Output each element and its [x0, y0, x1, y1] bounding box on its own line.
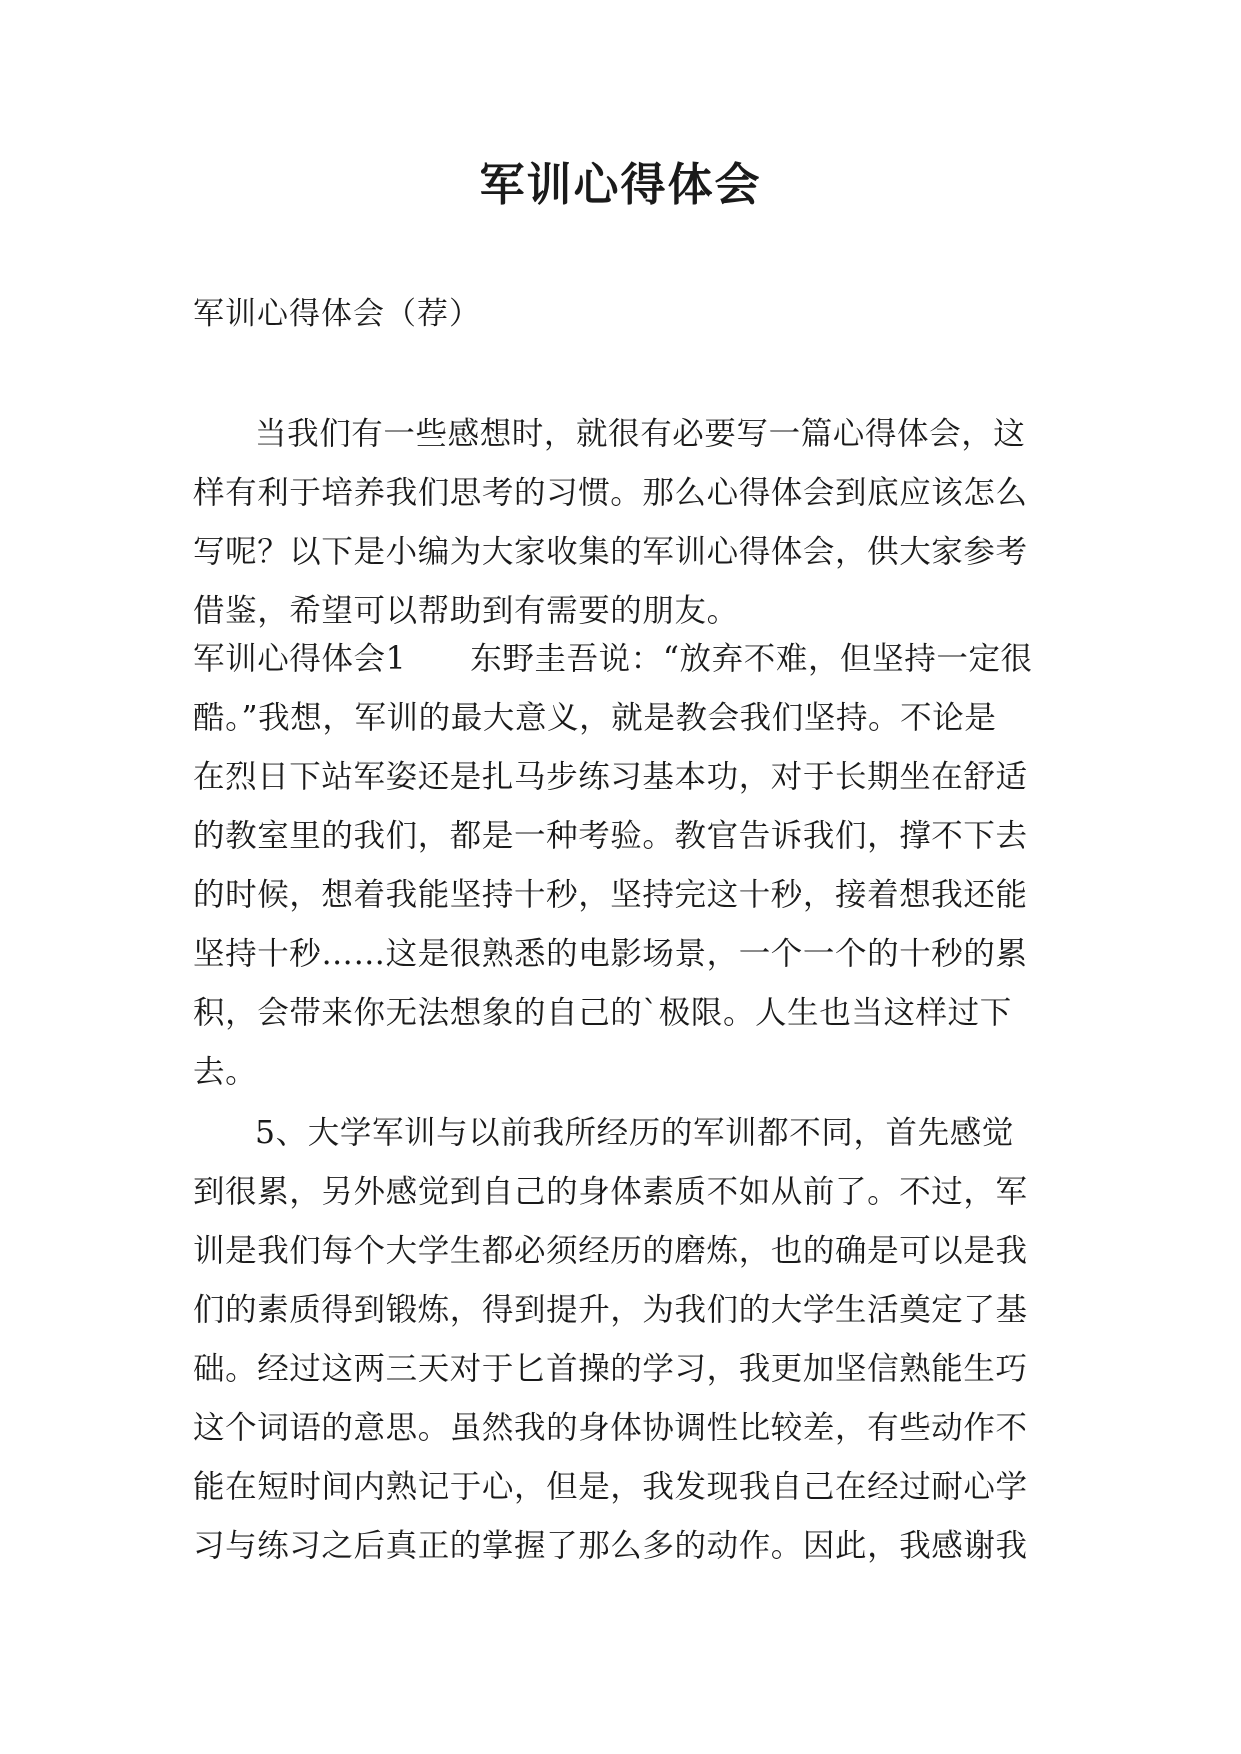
text-line: 能在短时间内熟记于心，但是，我发现我自己在经过耐心学	[193, 1469, 1028, 1505]
document-title: 军训心得体会	[479, 158, 762, 211]
text-line-content: 东野圭吾说：“放弃不难，但坚持一定很	[470, 641, 1033, 677]
text-line: 训是我们每个大学生都必须经历的磨炼，也的确是可以是我	[193, 1233, 1028, 1269]
paragraph-essay-5	[193, 1104, 1053, 1576]
section-heading: 军训心得体会1	[193, 641, 407, 677]
text-line: 写呢？以下是小编为大家收集的军训心得体会，供大家参考	[193, 534, 1028, 570]
text-line: 当我们有一些感想时，就很有必要写一篇心得体会，这	[255, 416, 1026, 452]
text-line: 坚持十秒……这是很熟悉的电影场景，一个一个的十秒的累	[193, 936, 1028, 972]
text-line: 酷。”我想，军训的最大意义，就是教会我们坚持。不论是	[193, 700, 997, 736]
text-line: 5、大学军训与以前我所经历的军训都不同，首先感觉	[255, 1115, 1014, 1151]
paragraph-essay-1	[193, 630, 1053, 1102]
text-line: 借鉴，希望可以帮助到有需要的朋友。	[193, 593, 739, 629]
text-line: 的教室里的我们，都是一种考验。教官告诉我们，撑不下去	[193, 818, 1028, 854]
text-line: 习与练习之后真正的掌握了那么多的动作。因此，我感谢我	[193, 1528, 1028, 1564]
text-line: 的时候，想着我能坚持十秒，坚持完这十秒，接着想我还能	[193, 877, 1028, 913]
text-line: 到很累，另外感觉到自己的身体素质不如从前了。不过，军	[193, 1174, 1028, 1210]
text-line	[193, 630, 1053, 689]
document-subtitle: 军训心得体会（荐）	[193, 296, 481, 332]
text-line: 在烈日下站军姿还是扎马步练习基本功，对于长期坐在舒适	[193, 759, 1028, 795]
paragraph-intro	[193, 405, 1053, 641]
text-line: 们的素质得到锻炼，得到提升，为我们的大学生活奠定了基	[193, 1292, 1028, 1328]
text-line: 础。经过这两三天对于匕首操的学习，我更加坚信熟能生巧	[193, 1351, 1028, 1387]
text-line: 积，会带来你无法想象的自己的`极限。人生也当这样过下	[193, 995, 1012, 1031]
text-line: 这个词语的意思。虽然我的身体协调性比较差，有些动作不	[193, 1410, 1028, 1446]
text-line: 样有利于培养我们思考的习惯。那么心得体会到底应该怎么	[193, 475, 1028, 511]
text-line: 去。	[193, 1054, 258, 1090]
